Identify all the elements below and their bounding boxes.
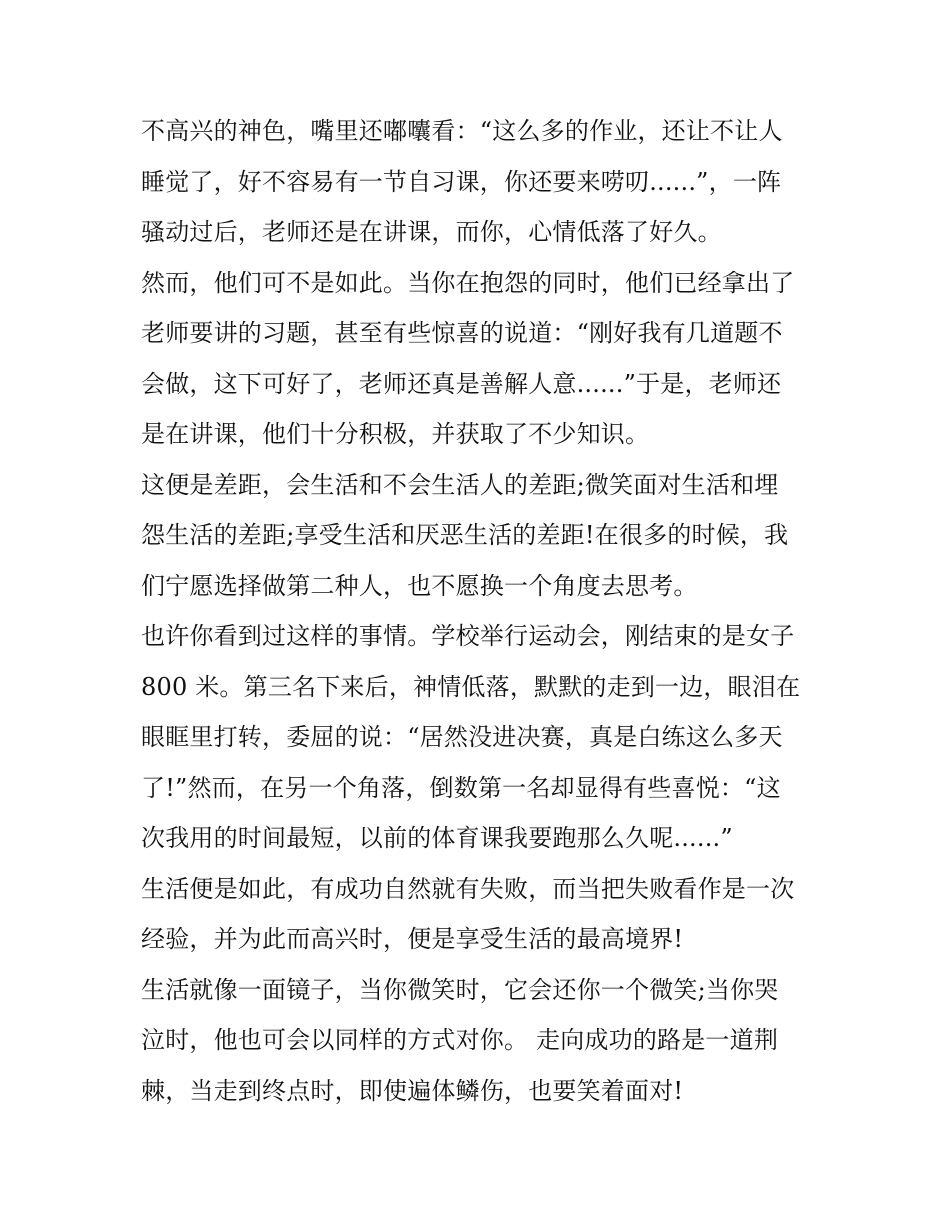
paragraph-5 [141,864,821,965]
text-line: 睡觉了，好不容易有一节自习课，你还要来唠叨......”，一阵 [141,167,782,196]
text-line: 生活就像一面镜子，当你微笑时，它会还你一个微笑;当你哭 [141,975,779,1004]
text-line: 生活便是如此，有成功自然就有失败，而当把失败看作是一次 [141,874,795,903]
text-line: 了!”然而，在另一个角落，倒数第一名却显得有些喜悦：“这 [141,773,781,802]
text-line: 不高兴的神色，嘴里还嘟囔看：“这么多的作业，还让不让人 [141,117,783,145]
text-line: 棘，当走到终点时，即使遍体鳞伤，也要笑着面对! [141,1076,684,1105]
text-line: 也许你看到过这样的事情。学校举行运动会，刚结束的是女子 [141,622,795,650]
text-line: 泣时，他也可会以同样的方式对你。 走向成功的路是一道荆 [141,1026,779,1054]
paragraph-4 [141,611,821,864]
text-line: 经验，并为此而高兴时，便是享受生活的最高境界! [141,925,684,953]
text-line: 怨生活的差距;享受生活和厌恶生活的差距!在很多的时候，我 [141,521,789,549]
text-line: 这便是差距，会生活和不会生活人的差距;微笑面对生活和埋 [141,470,779,499]
text-line: 然而，他们可不是如此。当你在抱怨的同时，他们已经拿出了 [141,268,795,297]
text-line: 是在讲课，他们十分积极，并获取了不少知识。 [141,420,650,448]
paragraph-3 [141,460,821,612]
text-line: 眼眶里打转，委屈的说：“居然没进决赛，真是白练这么多天 [141,723,783,751]
text-line: 骚动过后，老师还是在讲课，而你，心情低落了好久。 [141,218,722,246]
text-line: 800 米。第三名下来后，神情低落，默默的走到一边，眼泪在 [141,672,801,701]
paragraph-6 [141,965,821,1117]
text-line: 老师要讲的习题，甚至有些惊喜的说道：“刚好我有几道题不 [141,319,783,347]
paragraph-1 [141,106,821,258]
text-line: 会做，这下可好了，老师还真是善解人意......”于是，老师还 [141,369,782,398]
document-body [141,106,821,1116]
text-line: 次我用的时间最短，以前的体育课我要跑那么久呢......” [141,824,733,852]
text-line: 们宁愿选择做第二种人，也不愿换一个角度去思考。 [141,571,698,600]
paragraph-2 [141,258,821,460]
